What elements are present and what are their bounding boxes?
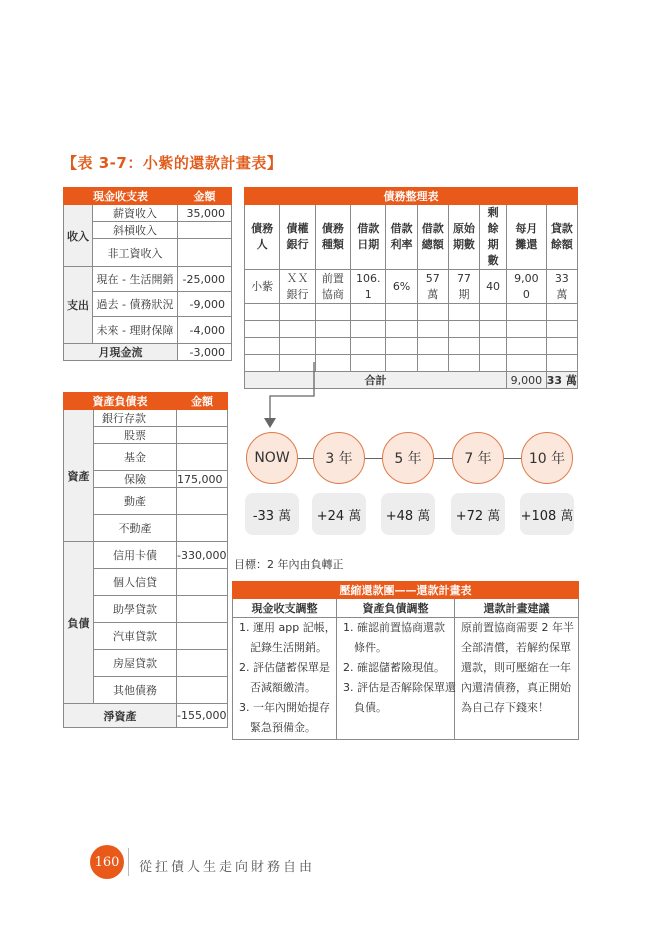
plan-line: 內還清債務，真正開始	[461, 681, 571, 694]
plan-line: 1. 確認前置協商還款	[343, 621, 445, 634]
asset-amount	[177, 515, 228, 542]
plan-line: 2. 評估儲蓄保單是	[239, 661, 330, 674]
liability-amount: -330,000	[177, 542, 228, 569]
plan-col-header: 還款計畫建議	[455, 599, 579, 618]
income-label: 收入	[64, 205, 93, 267]
debt-col-header: 借款日期	[351, 205, 386, 270]
cashflow-header: 現金收支表	[64, 188, 178, 205]
cashflow-item: 斜槓收入	[93, 222, 178, 239]
debt-total-monthly: 9,000	[507, 372, 547, 389]
cashflow-item: 非工資收入	[93, 239, 178, 267]
timeline-value: +72 萬	[451, 493, 505, 535]
cashflow-amount: 35,000	[178, 205, 232, 222]
debt-cell: 106.1	[351, 270, 386, 304]
debt-total-balance: 33 萬	[546, 372, 577, 389]
timeline-stage: 10 年	[521, 432, 573, 484]
plan-line: 全部清償，若解約保單	[461, 641, 571, 654]
plan-line: 條件。	[343, 641, 387, 654]
cashflow-table	[63, 187, 232, 361]
asset-item: 股票	[94, 427, 177, 444]
plan-line: 否減額繳清。	[239, 681, 316, 694]
cashflow-amount	[178, 239, 232, 267]
debt-table	[244, 187, 578, 389]
debt-col-header: 債權銀行	[280, 205, 315, 270]
plan-line: 3. 評估是否解除保單還	[343, 681, 456, 694]
goal-text: 目標：2 年內由負轉正	[234, 558, 344, 571]
expense-label: 支出	[64, 267, 93, 344]
plan-balance-adjustments	[337, 618, 455, 740]
debt-col-header: 債務人	[245, 205, 280, 270]
net-asset-label: 淨資產	[64, 704, 177, 728]
plan-repayment-suggestions	[455, 618, 579, 740]
cashflow-amount: -4,000	[178, 317, 232, 344]
debt-cell: 40	[480, 270, 507, 304]
plan-line: 為自己存下錢來！	[461, 701, 549, 714]
balance-amount-header: 金額	[177, 393, 228, 410]
liability-item: 房屋貸款	[94, 650, 177, 677]
debt-col-header: 債務種類	[315, 205, 350, 270]
debt-cell: 前置協商	[315, 270, 350, 304]
liability-amount	[177, 569, 228, 596]
liability-amount	[177, 623, 228, 650]
cashflow-amount: -25,000	[178, 267, 232, 292]
timeline-stage: NOW	[246, 432, 298, 484]
plan-line: 緊急預備金。	[239, 721, 316, 734]
balance-sheet-table	[63, 392, 228, 728]
debt-col-header: 借款總額	[417, 205, 448, 270]
liability-item: 助學貸款	[94, 596, 177, 623]
plan-line: 2. 確認儲蓄險現值。	[343, 661, 445, 674]
cashflow-item: 薪資收入	[93, 205, 178, 222]
timeline-stage: 5 年	[382, 432, 434, 484]
plan-line: 1. 運用 app 記帳，	[239, 621, 336, 634]
asset-item: 基金	[94, 444, 177, 471]
asset-label: 資產	[64, 410, 94, 542]
asset-amount	[177, 488, 228, 515]
cashflow-item: 未來 - 理財保障	[93, 317, 178, 344]
asset-item: 不動產	[94, 515, 177, 542]
debt-total-label: 合計	[245, 372, 507, 389]
debt-cell: ＸＸ銀行	[280, 270, 315, 304]
debt-header: 債務整理表	[245, 188, 578, 205]
timeline-value: +48 萬	[381, 493, 435, 535]
liability-amount	[177, 650, 228, 677]
page-number: 160	[90, 845, 124, 879]
debt-col-header: 原始期數	[448, 205, 479, 270]
cashflow-amount	[178, 222, 232, 239]
cashflow-amount: -9,000	[178, 292, 232, 317]
balance-header: 資產負債表	[64, 393, 177, 410]
plan-cash-adjustments	[233, 618, 337, 740]
plan-line: 負債。	[343, 701, 387, 714]
cashflow-amount-header: 金額	[178, 188, 232, 205]
timeline-stage: 7 年	[452, 432, 504, 484]
timeline-value: +108 萬	[520, 493, 574, 535]
asset-amount: 175,000	[177, 471, 228, 488]
debt-cell: 33萬	[546, 270, 577, 304]
book-title: 從扛債人生走向財務自由	[139, 860, 316, 875]
asset-amount	[177, 410, 228, 427]
debt-col-header: 貸款餘額	[546, 205, 577, 270]
asset-item: 銀行存款	[94, 410, 177, 427]
plan-line: 3. 一年內開始提存	[239, 701, 330, 714]
debt-cell: 6%	[386, 270, 417, 304]
liability-label: 負債	[64, 542, 94, 704]
down-arrow-icon	[262, 362, 322, 432]
plan-col-header: 資產負債調整	[337, 599, 455, 618]
timeline-stage: 3 年	[313, 432, 365, 484]
page-title: 【表 3-7：小紫的還款計畫表】	[62, 154, 283, 172]
debt-col-header: 剩餘期數	[480, 205, 507, 270]
plan-table	[232, 581, 579, 740]
liability-item: 汽車貸款	[94, 623, 177, 650]
liability-item: 其他債務	[94, 677, 177, 704]
monthly-cashflow-label: 月現金流	[64, 344, 178, 361]
debt-cell: 9,000	[507, 270, 547, 304]
plan-col-header: 現金收支調整	[233, 599, 337, 618]
timeline-value: +24 萬	[312, 493, 366, 535]
debt-cell: 57萬	[417, 270, 448, 304]
liability-item: 信用卡債	[94, 542, 177, 569]
plan-line: 原前置協商需要 2 年半	[461, 621, 574, 634]
asset-amount	[177, 444, 228, 471]
footer-divider	[128, 848, 129, 876]
timeline-value: -33 萬	[245, 493, 299, 535]
asset-item: 保險	[94, 471, 177, 488]
debt-cell: 小紫	[245, 270, 280, 304]
plan-header: 壓縮還款團——還款計畫表	[233, 582, 579, 599]
cashflow-item: 現在 - 生活開銷	[93, 267, 178, 292]
monthly-cashflow-value: -3,000	[178, 344, 232, 361]
asset-item: 動產	[94, 488, 177, 515]
liability-amount	[177, 677, 228, 704]
liability-amount	[177, 596, 228, 623]
debt-cell: 77期	[448, 270, 479, 304]
liability-item: 個人信貸	[94, 569, 177, 596]
net-asset-value: -155,000	[177, 704, 228, 728]
plan-line: 還款，則可壓縮在一年	[461, 661, 571, 674]
asset-amount	[177, 427, 228, 444]
debt-col-header: 每月攤還	[507, 205, 547, 270]
debt-col-header: 借款利率	[386, 205, 417, 270]
cashflow-item: 過去 - 債務狀況	[93, 292, 178, 317]
plan-line: 記錄生活開銷。	[239, 641, 327, 654]
